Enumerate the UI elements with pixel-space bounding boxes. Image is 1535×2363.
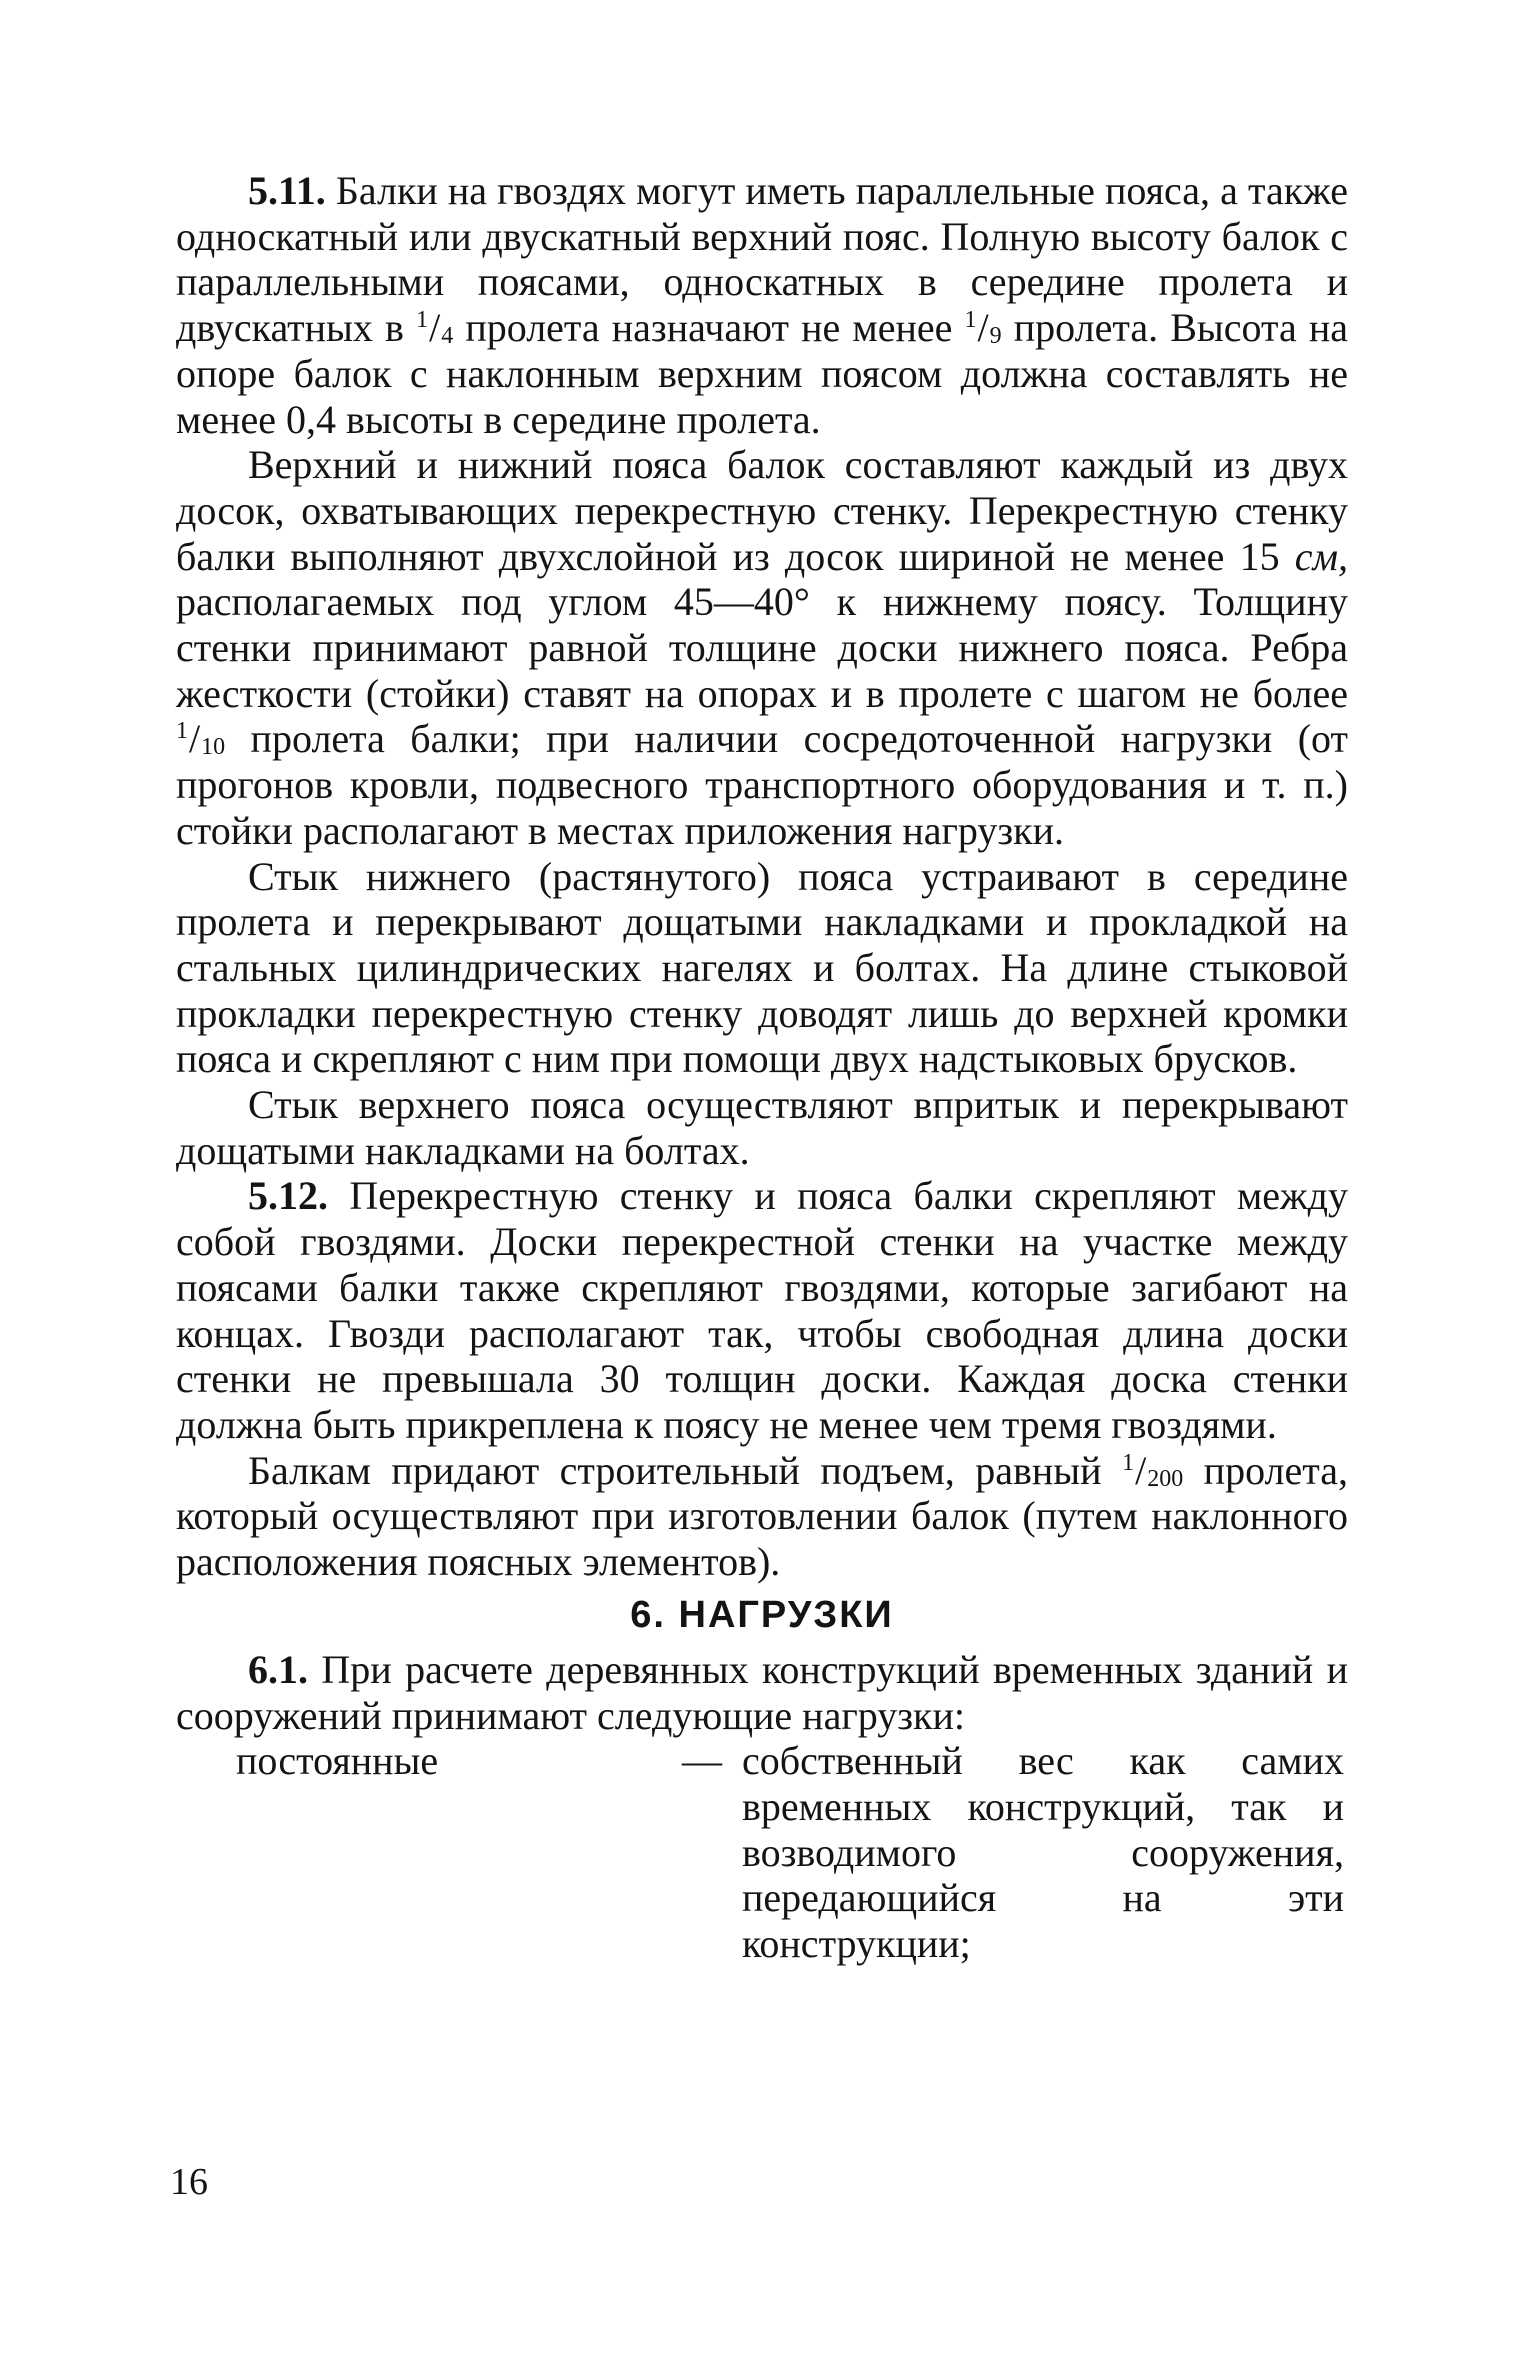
paragraph-6-1 <box>176 1647 1348 1738</box>
paragraph-5-11 <box>176 168 1348 442</box>
paragraph-text: Балкам придают строительный подъем, равный <box>248 1447 1123 1493</box>
paragraph-belts <box>176 442 1348 853</box>
paragraph-text: Верхний и нижний пояса балок составляют каждый из двух досок, охватывающих перекрестную стенку. Перекрестную стенку балки выполняют двухслойной из досок шириной не менее 15 <box>176 442 1348 579</box>
unit-cm: см, <box>1294 533 1348 579</box>
paragraph-camber <box>176 1448 1348 1585</box>
load-description: собственный вес как самих временных конструкций, так и возводимого сооружения, передающийся на эти конструкции; <box>742 1738 1344 1967</box>
paragraph-text: Балки на гвоздях могут иметь параллельные пояса, а также односкатный или двускатный верхний пояс. Полную высоту балок с параллельными поясами, односкатных в середине пролета и двускатных в <box>176 168 1348 351</box>
clause-number: 5.12. <box>248 1173 328 1219</box>
paragraph-text: При расчете деревянных конструкций временных зданий и сооружений принимают следующие нагрузки: <box>176 1646 1348 1738</box>
paragraph-bottom-joint: Стык нижнего (растянутого) пояса устраивают в середине пролета и перекрывают дощатыми накладками и прокладкой на стальных цилиндрических нагелях и болтах. На длине стыковой прокладки перекрестную стенку доводят лишь до верхней кромки пояса и скрепляют с ним при помощи двух надстыковых брусков. <box>176 853 1348 1082</box>
load-definition-row <box>176 1738 1348 1967</box>
page-number: 16 <box>170 2161 208 2203</box>
load-term: постоянные <box>236 1738 439 1784</box>
paragraph-text: пролета назначают не менее <box>453 305 965 351</box>
paragraph-5-12 <box>176 1173 1348 1447</box>
paragraph-top-joint: Стык верхнего пояса осуществляют впритык и перекрывают дощатыми накладками на болтах. <box>176 1082 1348 1173</box>
definition-dash: — <box>682 1738 722 1784</box>
body-text <box>176 168 1348 1967</box>
clause-number: 6.1. <box>248 1646 308 1692</box>
fraction-two-hundredth: $^1/_{200}$ <box>1122 1447 1184 1493</box>
section-heading: 6. НАГРУЗКИ <box>630 1593 894 1636</box>
paragraph-text: пролета. Высота на опоре балок с наклонным верхним поясом должна составлять не менее 0,4 высоты в середине пролета. <box>176 305 1348 442</box>
paragraph-text: Перекрестную стенку и пояса балки скрепляют между собой гвоздями. Доски перекрестной стенки на участке между поясами балки также скрепляют гвоздями, которые загибают на концах. Гвозди располагают так, чтобы свободная длина доски стенки не превышала 30 толщин доски. Каждая доска стенки должна быть прикреплена к поясу не менее чем тремя гвоздями. <box>176 1173 1349 1447</box>
fraction-ninth: $^1/_9$ <box>964 305 1002 351</box>
paragraph-text: располагаемых под углом 45—40° к нижнему поясу. Толщину стенки принимают равной толщине доски нижнего пояса. Ребра жесткости (стойки) ставят на опорах и в пролете с шагом не более <box>176 579 1348 716</box>
paragraph-text: пролета, который осуществляют при изготовлении балок (путем наклонного расположения поясных элементов). <box>176 1447 1348 1585</box>
clause-number: 5.11. <box>248 168 326 213</box>
paragraph-text: пролета балки; при наличии сосредоточенной нагрузки (от прогонов кровли, подвесного транспортного оборудования и т. п.) стойки располагают в местах приложения нагрузки. <box>176 716 1348 853</box>
fraction-quarter: $^1/_4$ <box>416 305 454 351</box>
fraction-tenth: $^1/_{10}$ <box>176 716 226 762</box>
